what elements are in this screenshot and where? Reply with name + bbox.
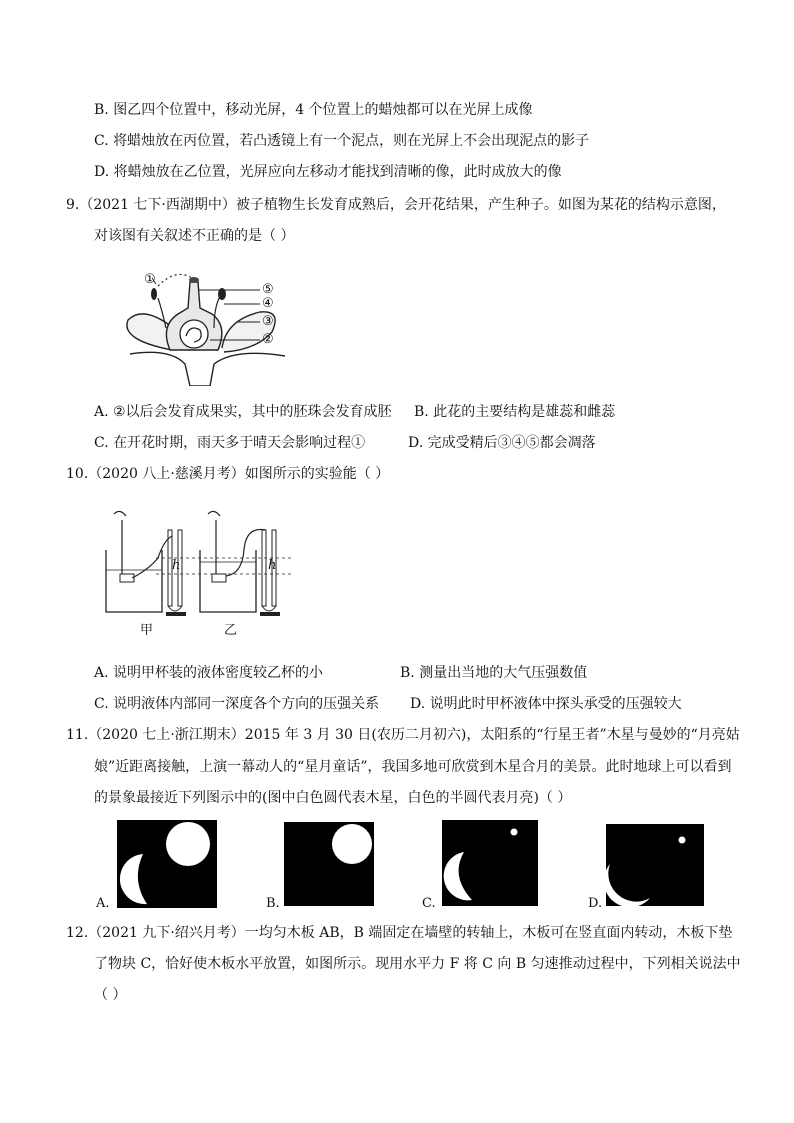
q9-stem-line1: 9.（2021 七下·西湖期中）被子植物生长发育成熟后，会开花结果，产生种子。如图为某花的结构示意图， (66, 197, 726, 213)
flower-label-2: ② (262, 332, 274, 347)
q8-option-c: C. 将蜡烛放在丙位置，若凸透镜上有一个泥点，则在光屏上不会出现泥点的影子 (94, 133, 590, 149)
jupiter-moon-image-d (606, 824, 704, 906)
q10-stem: 10.（2020 八上·慈溪月考）如图所示的实验能（ ） (66, 466, 390, 482)
q8-option-d: D. 将蜡烛放在乙位置，光屏应向左移动才能找到清晰的像，此时成放大的像 (94, 164, 562, 180)
beaker-label-jia: 甲 (140, 623, 154, 638)
q8-option-b: B. 图乙四个位置中，移动光屏，4 个位置上的蜡烛都可以在光屏上成像 (94, 102, 533, 118)
q12-stem-line3: （ ） (94, 987, 127, 1003)
beaker-label-yi: 乙 (224, 623, 238, 638)
q10-option-a: A. 说明甲杯装的液体密度较乙杯的小 (94, 665, 324, 681)
q11-stem-line2: 娘”近距离接触，上演一幕动人的“星月童话”，我国多地可欣赏到木星合月的美景。此时地球上可以看到 (94, 759, 732, 775)
q10-option-d: D. 说明此时甲杯液体中探头承受的压强较大 (410, 696, 682, 712)
flower-label-4: ④ (262, 296, 274, 311)
q11-stem-line1: 11.（2020 七上·浙江期末）2015 年 3 月 30 日(农历二月初六)，太阳系的“行星王者”木星与曼妙的“月亮姑 (66, 727, 740, 743)
q12-stem-line2: 了物块 C，恰好使木板水平放置，如图所示。现用水平力 F 将 C 向 B 匀速推动过程中，下列相关说法中 (94, 956, 741, 972)
pressure-experiment-figure (96, 500, 296, 620)
q10-option-c: C. 说明液体内部同一深度各个方向的压强关系 (94, 696, 380, 712)
q9-option-b: B. 此花的主要结构是雄蕊和雌蕊 (414, 404, 616, 420)
q11-stem-line3: 的景象最接近下列图示中的(图中白色圆代表木星，白色的半圆代表月亮)（ ） (94, 790, 572, 806)
h-label-yi: h (268, 558, 277, 573)
q11-label-a: A. (96, 896, 110, 911)
q12-stem-line1: 12.（2021 九下·绍兴月考）一均匀木板 AB，B 端固定在墙壁的转轴上，木板可在竖直面内转动，木板下垫 (66, 925, 733, 941)
q11-label-d: D. (588, 896, 603, 911)
flower-label-1: ① (144, 272, 156, 287)
h-label-jia: h (172, 558, 181, 573)
q9-stem-line2: 对该图有关叙述不正确的是（ ） (94, 228, 295, 244)
q9-option-a: A. ②以后会发育成果实，其中的胚珠会发育成胚 (94, 404, 392, 420)
flower-label-5: ⑤ (262, 282, 274, 297)
q9-option-d: D. 完成受精后③④⑤都会凋落 (408, 435, 596, 451)
jupiter-moon-image-c (442, 820, 538, 906)
jupiter-moon-image-b (284, 822, 374, 906)
jupiter-moon-image-a (117, 820, 217, 908)
q9-option-c: C. 在开花时期，雨天多于晴天会影响过程① (94, 435, 366, 451)
q10-option-b: B. 测量出当地的大气压强数值 (400, 665, 588, 681)
q11-label-c: C. (422, 896, 436, 911)
flower-label-3: ③ (262, 314, 274, 329)
q11-label-b: B. (266, 896, 280, 911)
